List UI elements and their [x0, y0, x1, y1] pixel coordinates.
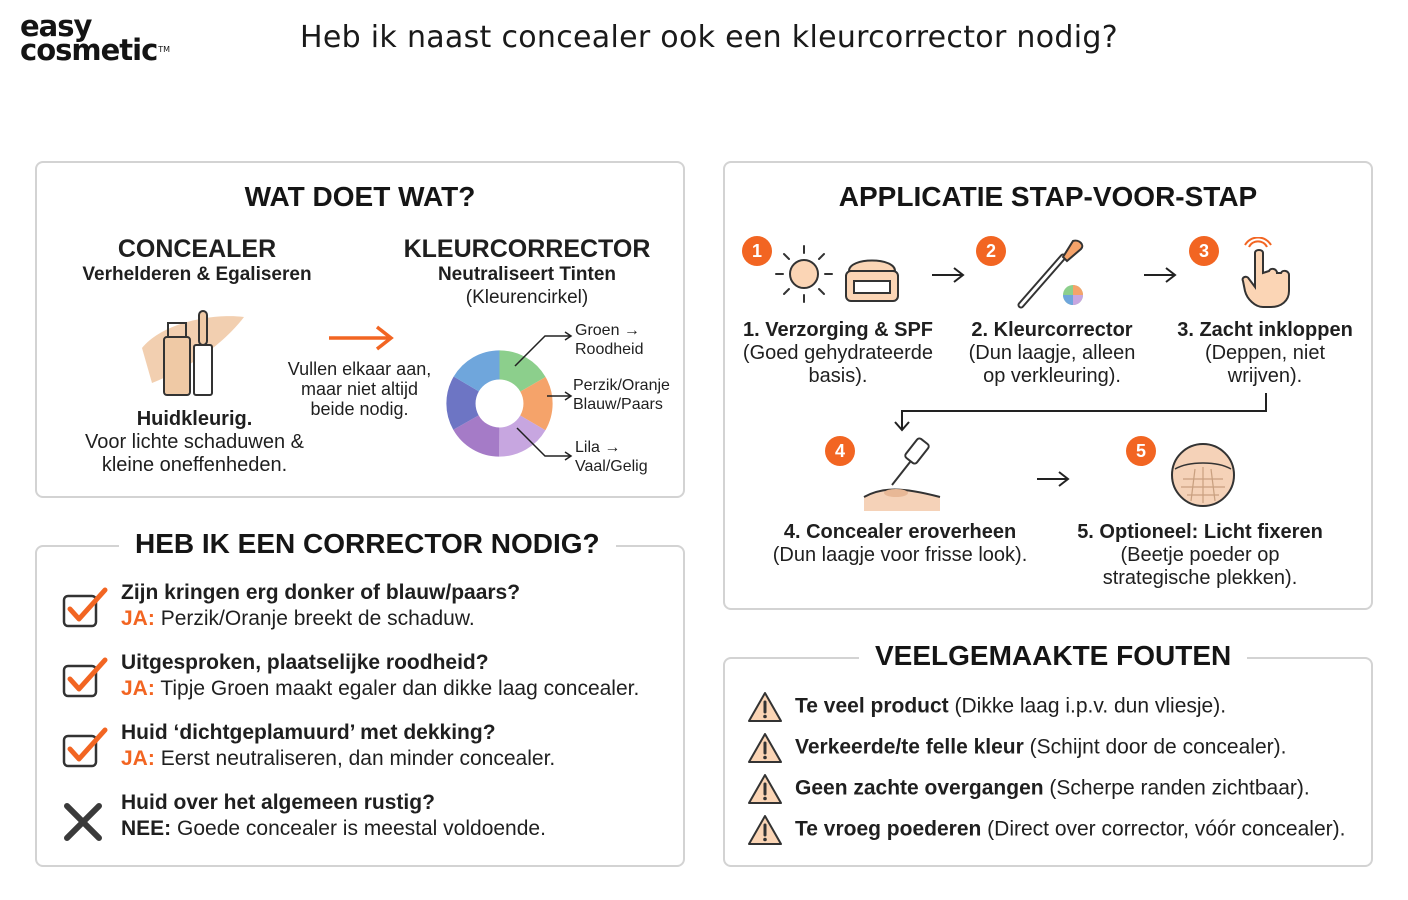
- arrow-right-icon: [1035, 469, 1071, 489]
- answer-prefix-1: JA:: [121, 607, 155, 630]
- concealer-title: CONCEALER: [117, 235, 277, 263]
- cross-icon: [63, 802, 103, 842]
- wheel-label-green-1: Groen →: [575, 322, 640, 339]
- step-badge-3: 3: [1189, 236, 1219, 266]
- mistake-bold-1: Te veel product: [795, 694, 949, 718]
- step-desc-2a: (Dun laagje, alleen: [968, 342, 1136, 364]
- step-desc-2b: op verkleuring).: [983, 365, 1121, 387]
- concealer-tube-icon: [132, 303, 252, 398]
- question-2: Uitgesproken, plaatselijke roodheid?: [121, 651, 489, 674]
- question-1: Zijn kringen erg donker of blauw/paars?: [121, 581, 521, 604]
- cream-jar-icon: [841, 253, 903, 305]
- logo-tm: TM: [158, 45, 171, 54]
- applicatie-title: APPLICATIE STAP-VOOR-STAP: [838, 181, 1258, 212]
- panel-fouten: [723, 640, 1373, 867]
- connector-arrow: [890, 391, 1270, 433]
- step-desc-1b: basis).: [808, 365, 868, 387]
- step-title-3: 3. Zacht inkloppen: [1177, 319, 1353, 341]
- step-desc-1a: (Goed gehydrateerde: [742, 342, 934, 364]
- corrector-nodig-title: HEB IK EEN CORRECTOR NODIG?: [119, 528, 616, 560]
- checkbox-check-icon: [61, 656, 109, 700]
- warning-icon: [747, 814, 783, 846]
- list-item: [747, 732, 1286, 764]
- logo-line1: easy: [20, 9, 92, 43]
- fouten-title: VEELGEMAAKTE FOUTEN: [859, 640, 1247, 672]
- concealer-caption-line2: kleine oneffenheden.: [101, 454, 288, 476]
- wheel-label-peach-1: Perzik/Oranje: [573, 377, 670, 394]
- arrow-right-icon: [325, 323, 397, 353]
- wheel-label-peach-2: Blauw/Paars: [573, 396, 663, 413]
- logo-line2: cosmetic: [20, 33, 158, 67]
- answer-prefix-4: NEE:: [121, 817, 172, 840]
- wat-doet-wat-title: WAT DOET WAT?: [244, 181, 476, 212]
- warning-icon: [747, 773, 783, 805]
- mistake-rest-2: (Schijnt door de concealer).: [1023, 735, 1287, 759]
- arrow-right-icon: [930, 265, 966, 285]
- step-badge-2: 2: [976, 236, 1006, 266]
- brush-icon: [1015, 237, 1095, 309]
- concealer-caption-line1: Voor lichte schaduwen &: [84, 431, 305, 453]
- step-title-2: 2. Kleurcorrector: [971, 319, 1133, 341]
- step-desc-5a: (Beetje poeder op: [1120, 544, 1280, 566]
- hand-tap-icon: [1235, 237, 1295, 309]
- corrector-title: KLEURCORRECTOR: [403, 235, 651, 263]
- step-title-1: 1. Verzorging & SPF: [742, 319, 934, 341]
- panel-wat-doet-wat: [35, 161, 685, 498]
- warning-icon: [747, 732, 783, 764]
- list-item: [747, 691, 1226, 723]
- wheel-label-lilac-1: Lila →: [575, 439, 621, 456]
- checkbox-check-icon: [61, 726, 109, 770]
- middle-line2: maar niet altijd: [300, 379, 419, 399]
- corrector-subtitle2: (Kleurencirkel): [465, 287, 589, 308]
- step-desc-4a: (Dun laagje voor frisse look).: [772, 544, 1028, 566]
- step-badge-1: 1: [742, 236, 772, 266]
- question-4: Huid over het algemeen rustig?: [121, 791, 435, 814]
- answer-4: Goede concealer is meestal voldoende.: [177, 817, 546, 840]
- concealer-subtitle: Verhelderen & Egaliseren: [82, 264, 312, 285]
- middle-line1: Vullen elkaar aan,: [287, 359, 432, 379]
- mistake-rest-1: (Dikke laag i.p.v. dun vliesje).: [948, 694, 1227, 718]
- step-desc-5b: strategische plekken).: [1102, 567, 1298, 589]
- wheel-label-lilac-2: Vaal/Gelig: [575, 458, 648, 475]
- wheel-label-green-2: Roodheid: [575, 341, 644, 358]
- mistake-bold-2: Verkeerde/te felle kleur: [795, 735, 1024, 759]
- panel-corrector-nodig: [35, 528, 685, 867]
- mistake-rest-4: (Direct over corrector, vóór concealer).: [981, 817, 1346, 841]
- answer-prefix-3: JA:: [121, 747, 155, 770]
- page-title: Heb ik naast concealer ook een kleurcorrector nodig?: [300, 20, 1118, 55]
- warning-icon: [747, 691, 783, 723]
- arrow-right-icon: [1142, 265, 1178, 285]
- mistake-bold-3: Geen zachte overgangen: [795, 776, 1044, 800]
- wheel-pointer-lines: [507, 328, 577, 463]
- mistake-bold-4: Te vroeg poederen: [795, 817, 982, 841]
- checkbox-check-icon: [61, 586, 109, 630]
- step-title-4: 4. Concealer eroverheen: [783, 521, 1017, 543]
- step-desc-3a: (Deppen, niet: [1204, 342, 1326, 364]
- mistake-rest-3: (Scherpe randen zichtbaar).: [1043, 776, 1310, 800]
- step-title-5: 5. Optioneel: Licht fixeren: [1077, 521, 1323, 543]
- corrector-subtitle: Neutraliseert Tinten: [437, 264, 617, 285]
- step-desc-3b: wrijven).: [1227, 365, 1303, 387]
- panel-applicatie: [723, 161, 1373, 610]
- answer-2: Tipje Groen maakt egaler dan dikke laag concealer.: [160, 677, 640, 700]
- concealer-caption-bold: Huidkleurig.: [136, 408, 253, 430]
- sun-icon: [773, 243, 835, 305]
- step-badge-5: 5: [1126, 436, 1156, 466]
- question-3: Huid ‘dichtgeplamuurd’ met dekking?: [121, 721, 496, 744]
- concealer-wand-icon: [862, 435, 942, 513]
- answer-prefix-2: JA:: [121, 677, 155, 700]
- powder-puff-icon: [1169, 441, 1237, 509]
- step-badge-4: 4: [825, 436, 855, 466]
- list-item: [747, 773, 1310, 805]
- list-item: [747, 814, 1345, 846]
- answer-1: Perzik/Oranje breekt de schaduw.: [160, 607, 475, 630]
- brand-logo: [20, 9, 171, 67]
- middle-line3: beide nodig.: [310, 399, 409, 419]
- answer-3: Eerst neutraliseren, dan minder concealer.: [160, 747, 556, 770]
